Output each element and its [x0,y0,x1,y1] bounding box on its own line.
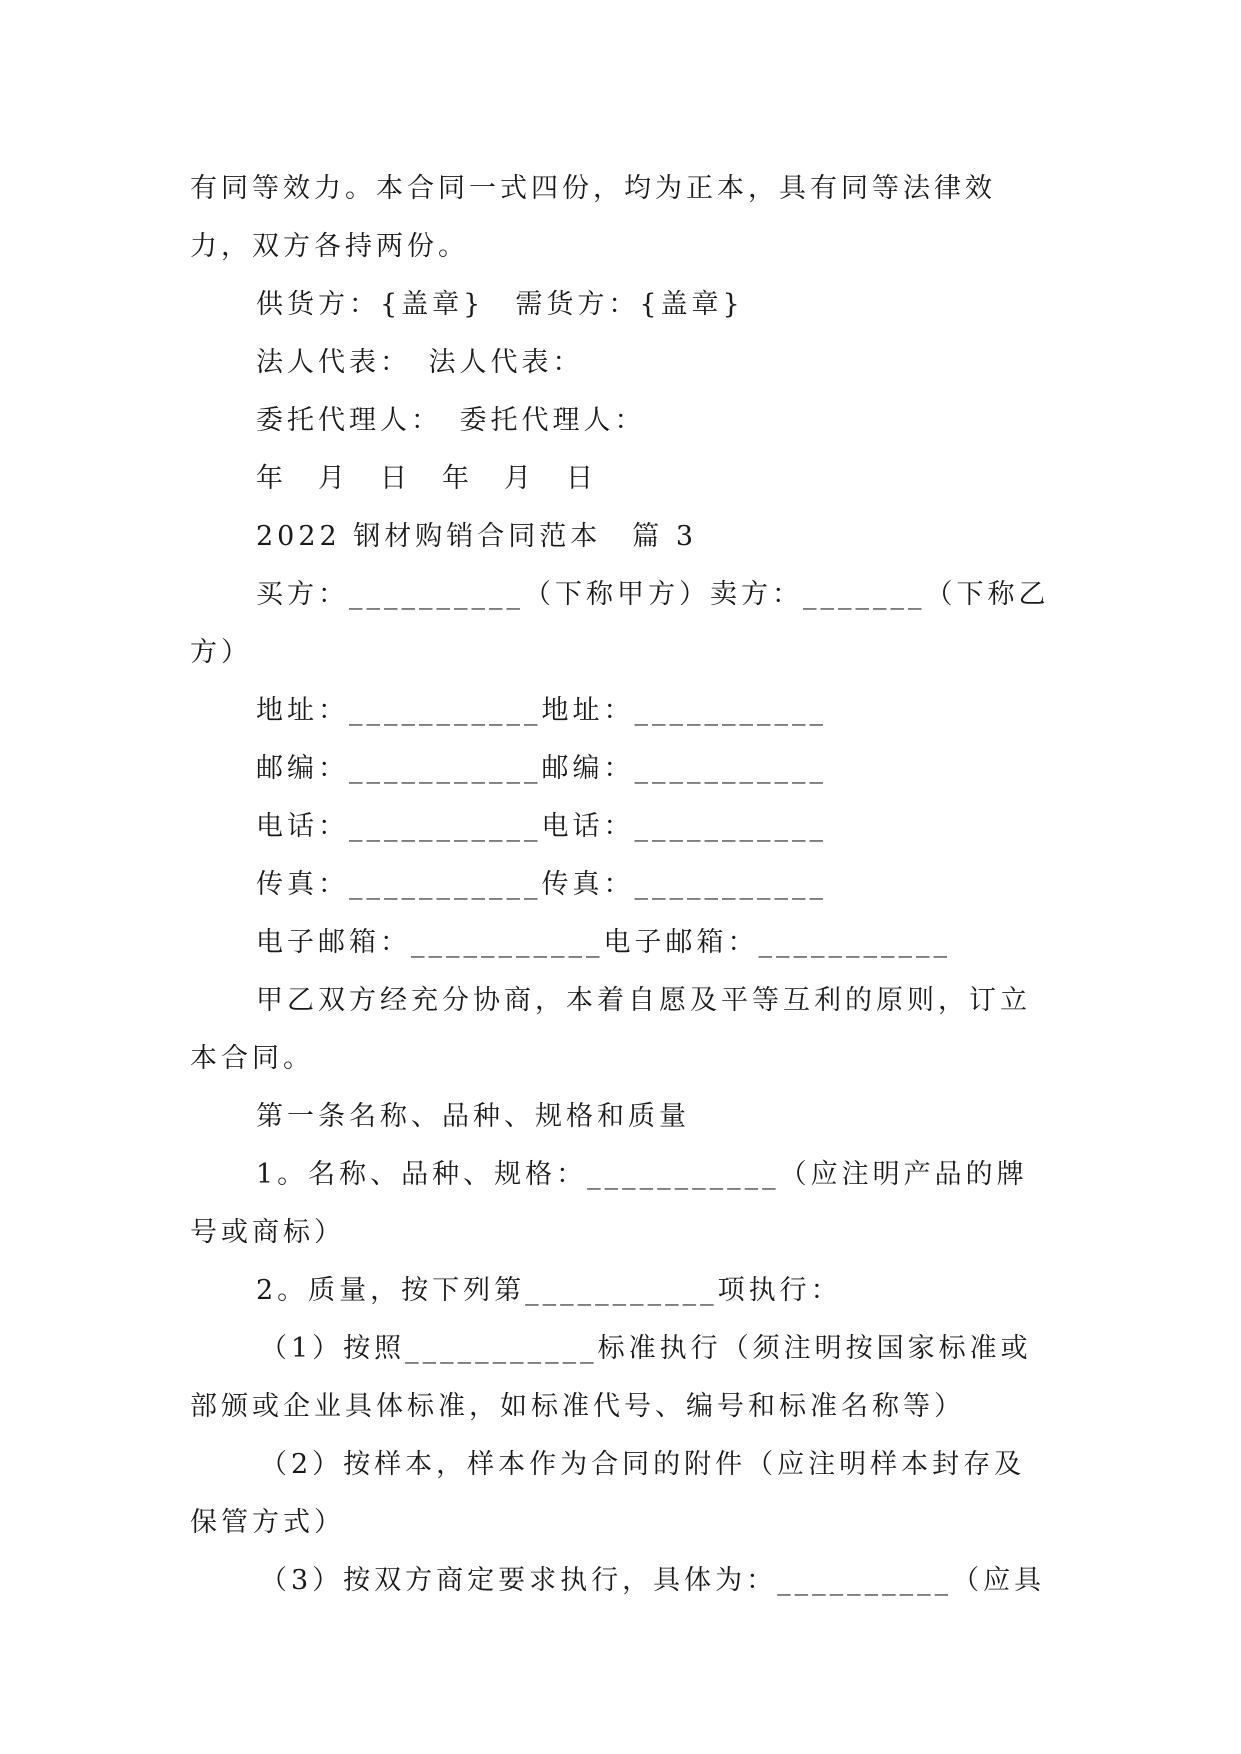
signature-agent-line: 委托代理人： 委托代理人： [256,405,646,436]
agreement-preamble: 甲乙双方经充分协商，本着自愿及平等互利的原则，订立本合同。 [190,985,1031,1074]
party-phone-line: 电话：___________电话：___________ [256,811,827,842]
document-body [190,160,1055,1610]
quality-option-3: （3）按双方商定要求执行，具体为：__________（应具 [260,1565,1046,1596]
party-postcode-line: 邮编：___________邮编：___________ [256,753,827,784]
signature-seal-line: 供货方：{盖章} 需货方：{盖章} [256,289,744,320]
party-fax-line: 传真：___________传真：___________ [256,869,827,900]
article-one-heading: 第一条名称、品种、规格和质量 [256,1101,690,1132]
signature-legal-rep-line: 法人代表： 法人代表： [256,347,584,378]
article-one-item-1: 1。名称、品种、规格：___________（应注明产品的牌号或商标） [190,1159,1028,1248]
section-heading: 2022 钢材购销合同范本 篇 3 [256,521,698,552]
party-email-line: 电子邮箱：___________电子邮箱：___________ [256,927,951,958]
quality-option-1: （1）按照___________标准执行（须注明按国家标准或部颁或企业具体标准，如标准代号、编号和标准名称等） [190,1333,1032,1422]
party-buyer-seller-line: 买方：__________（下称甲方）卖方：_______（下称乙方） [190,579,1050,668]
quality-option-2: （2）按样本，样本作为合同的附件（应注明样本封存及保管方式） [190,1449,1026,1538]
article-one-item-2: 2。质量，按下列第___________项执行： [256,1275,842,1306]
signature-date-line: 年 月 日 年 月 日 [256,463,597,494]
party-address-line: 地址：___________地址：___________ [256,695,827,726]
paragraph-continuation: 有同等效力。本合同一式四份，均为正本，具有同等法律效力，双方各持两份。 [190,173,996,262]
